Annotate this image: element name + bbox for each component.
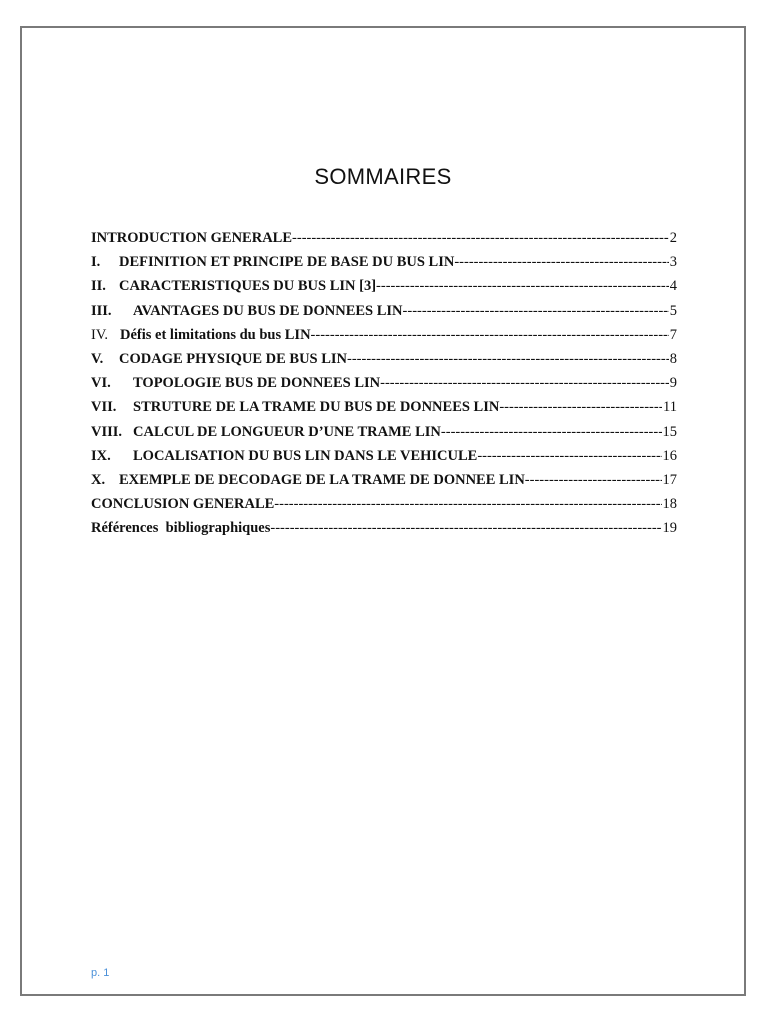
toc-entry-page: 9: [669, 375, 677, 392]
toc-entry-page: 5: [669, 302, 677, 319]
page-number-footer: p. 1: [91, 967, 110, 979]
toc-entry[interactable]: [91, 327, 677, 351]
toc-entry-number: VI.: [91, 375, 111, 392]
toc-entry-label: CONCLUSION GENERALE: [91, 496, 275, 513]
toc-entry-page: 15: [662, 423, 677, 440]
toc-entry-page: 11: [663, 399, 677, 416]
toc-leader-dots: [311, 327, 669, 344]
toc-entry-number: V.: [91, 350, 104, 367]
toc-entry[interactable]: [91, 448, 677, 472]
toc-leader-dots: [454, 254, 668, 271]
toc-leader-dots: [270, 520, 661, 537]
toc-entry-page: 19: [662, 520, 677, 537]
toc-leader-dots: [403, 303, 669, 320]
toc-entry-number: I.: [91, 254, 101, 271]
toc-leader-dots: [274, 496, 661, 513]
toc-entry[interactable]: [91, 303, 677, 327]
toc-entry-label: CODAGE PHYSIQUE DE BUS LIN: [119, 350, 348, 367]
toc-entry-label: LOCALISATION DU BUS LIN DANS LE VEHICULE: [133, 447, 478, 464]
toc-entry-number: IV.: [91, 326, 109, 343]
toc-entry-page: 17: [662, 471, 677, 488]
toc-entry[interactable]: [91, 254, 677, 278]
toc-leader-dots: [347, 351, 669, 368]
toc-entry[interactable]: [91, 399, 677, 423]
toc-leader-dots: [525, 472, 662, 489]
toc-entry[interactable]: [91, 375, 677, 399]
toc-entry-page: 18: [662, 496, 677, 513]
toc-entry-label: AVANTAGES DU BUS DE DONNEES LIN: [133, 302, 403, 319]
toc-entry-label: CALCUL DE LONGUEUR D’UNE TRAME LIN: [133, 423, 441, 440]
toc-entry-page: 3: [669, 254, 677, 271]
toc-entry-page: 7: [669, 326, 677, 343]
toc-entry-number: IX.: [91, 447, 111, 464]
toc-entry-page: 16: [662, 447, 677, 464]
toc-entry-label: STRUTURE DE LA TRAME DU BUS DE DONNEES LIN: [133, 399, 500, 416]
toc-entry[interactable]: [91, 351, 677, 375]
toc-entry-page: 2: [669, 230, 677, 246]
toc-entry-number: VIII.: [91, 423, 123, 440]
toc-entry[interactable]: [91, 424, 677, 448]
toc-entry-label: Défis et limitations du bus LIN: [120, 326, 311, 343]
toc-entry[interactable]: [91, 472, 677, 496]
toc-leader-dots: [441, 424, 662, 441]
toc-entry[interactable]: [91, 496, 677, 520]
toc-entry-page: 8: [669, 350, 677, 367]
toc-entry-number: II.: [91, 278, 106, 295]
toc-entry-page: 4: [669, 278, 677, 295]
toc-entry-label: EXEMPLE DE DECODAGE DE LA TRAME DE DONNEE LIN: [119, 471, 525, 488]
toc-leader-dots: [292, 230, 669, 247]
toc-entry-label: Références bibliographiques: [91, 520, 271, 537]
toc-entry-label: CARACTERISTIQUES DU BUS LIN [3]: [119, 278, 377, 295]
toc-leader-dots: [499, 399, 662, 416]
toc-entry-label: INTRODUCTION GENERALE: [91, 230, 293, 246]
toc-leader-dots: [477, 448, 661, 465]
toc-entry-label: DEFINITION ET PRINCIPE DE BASE DU BUS LIN: [119, 254, 455, 271]
document-page: [20, 26, 746, 996]
toc-entry-label: TOPOLOGIE BUS DE DONNEES LIN: [133, 375, 381, 392]
table-of-contents: [91, 230, 677, 544]
toc-entry-number: VII.: [91, 399, 117, 416]
toc-entry[interactable]: [91, 230, 677, 254]
toc-entry-number: X.: [91, 471, 106, 488]
toc-leader-dots: [376, 278, 669, 295]
page-title: SOMMAIRES: [314, 164, 452, 189]
toc-entry[interactable]: [91, 520, 677, 544]
toc-leader-dots: [380, 375, 669, 392]
toc-entry[interactable]: [91, 278, 677, 302]
toc-entry-number: III.: [91, 302, 112, 319]
